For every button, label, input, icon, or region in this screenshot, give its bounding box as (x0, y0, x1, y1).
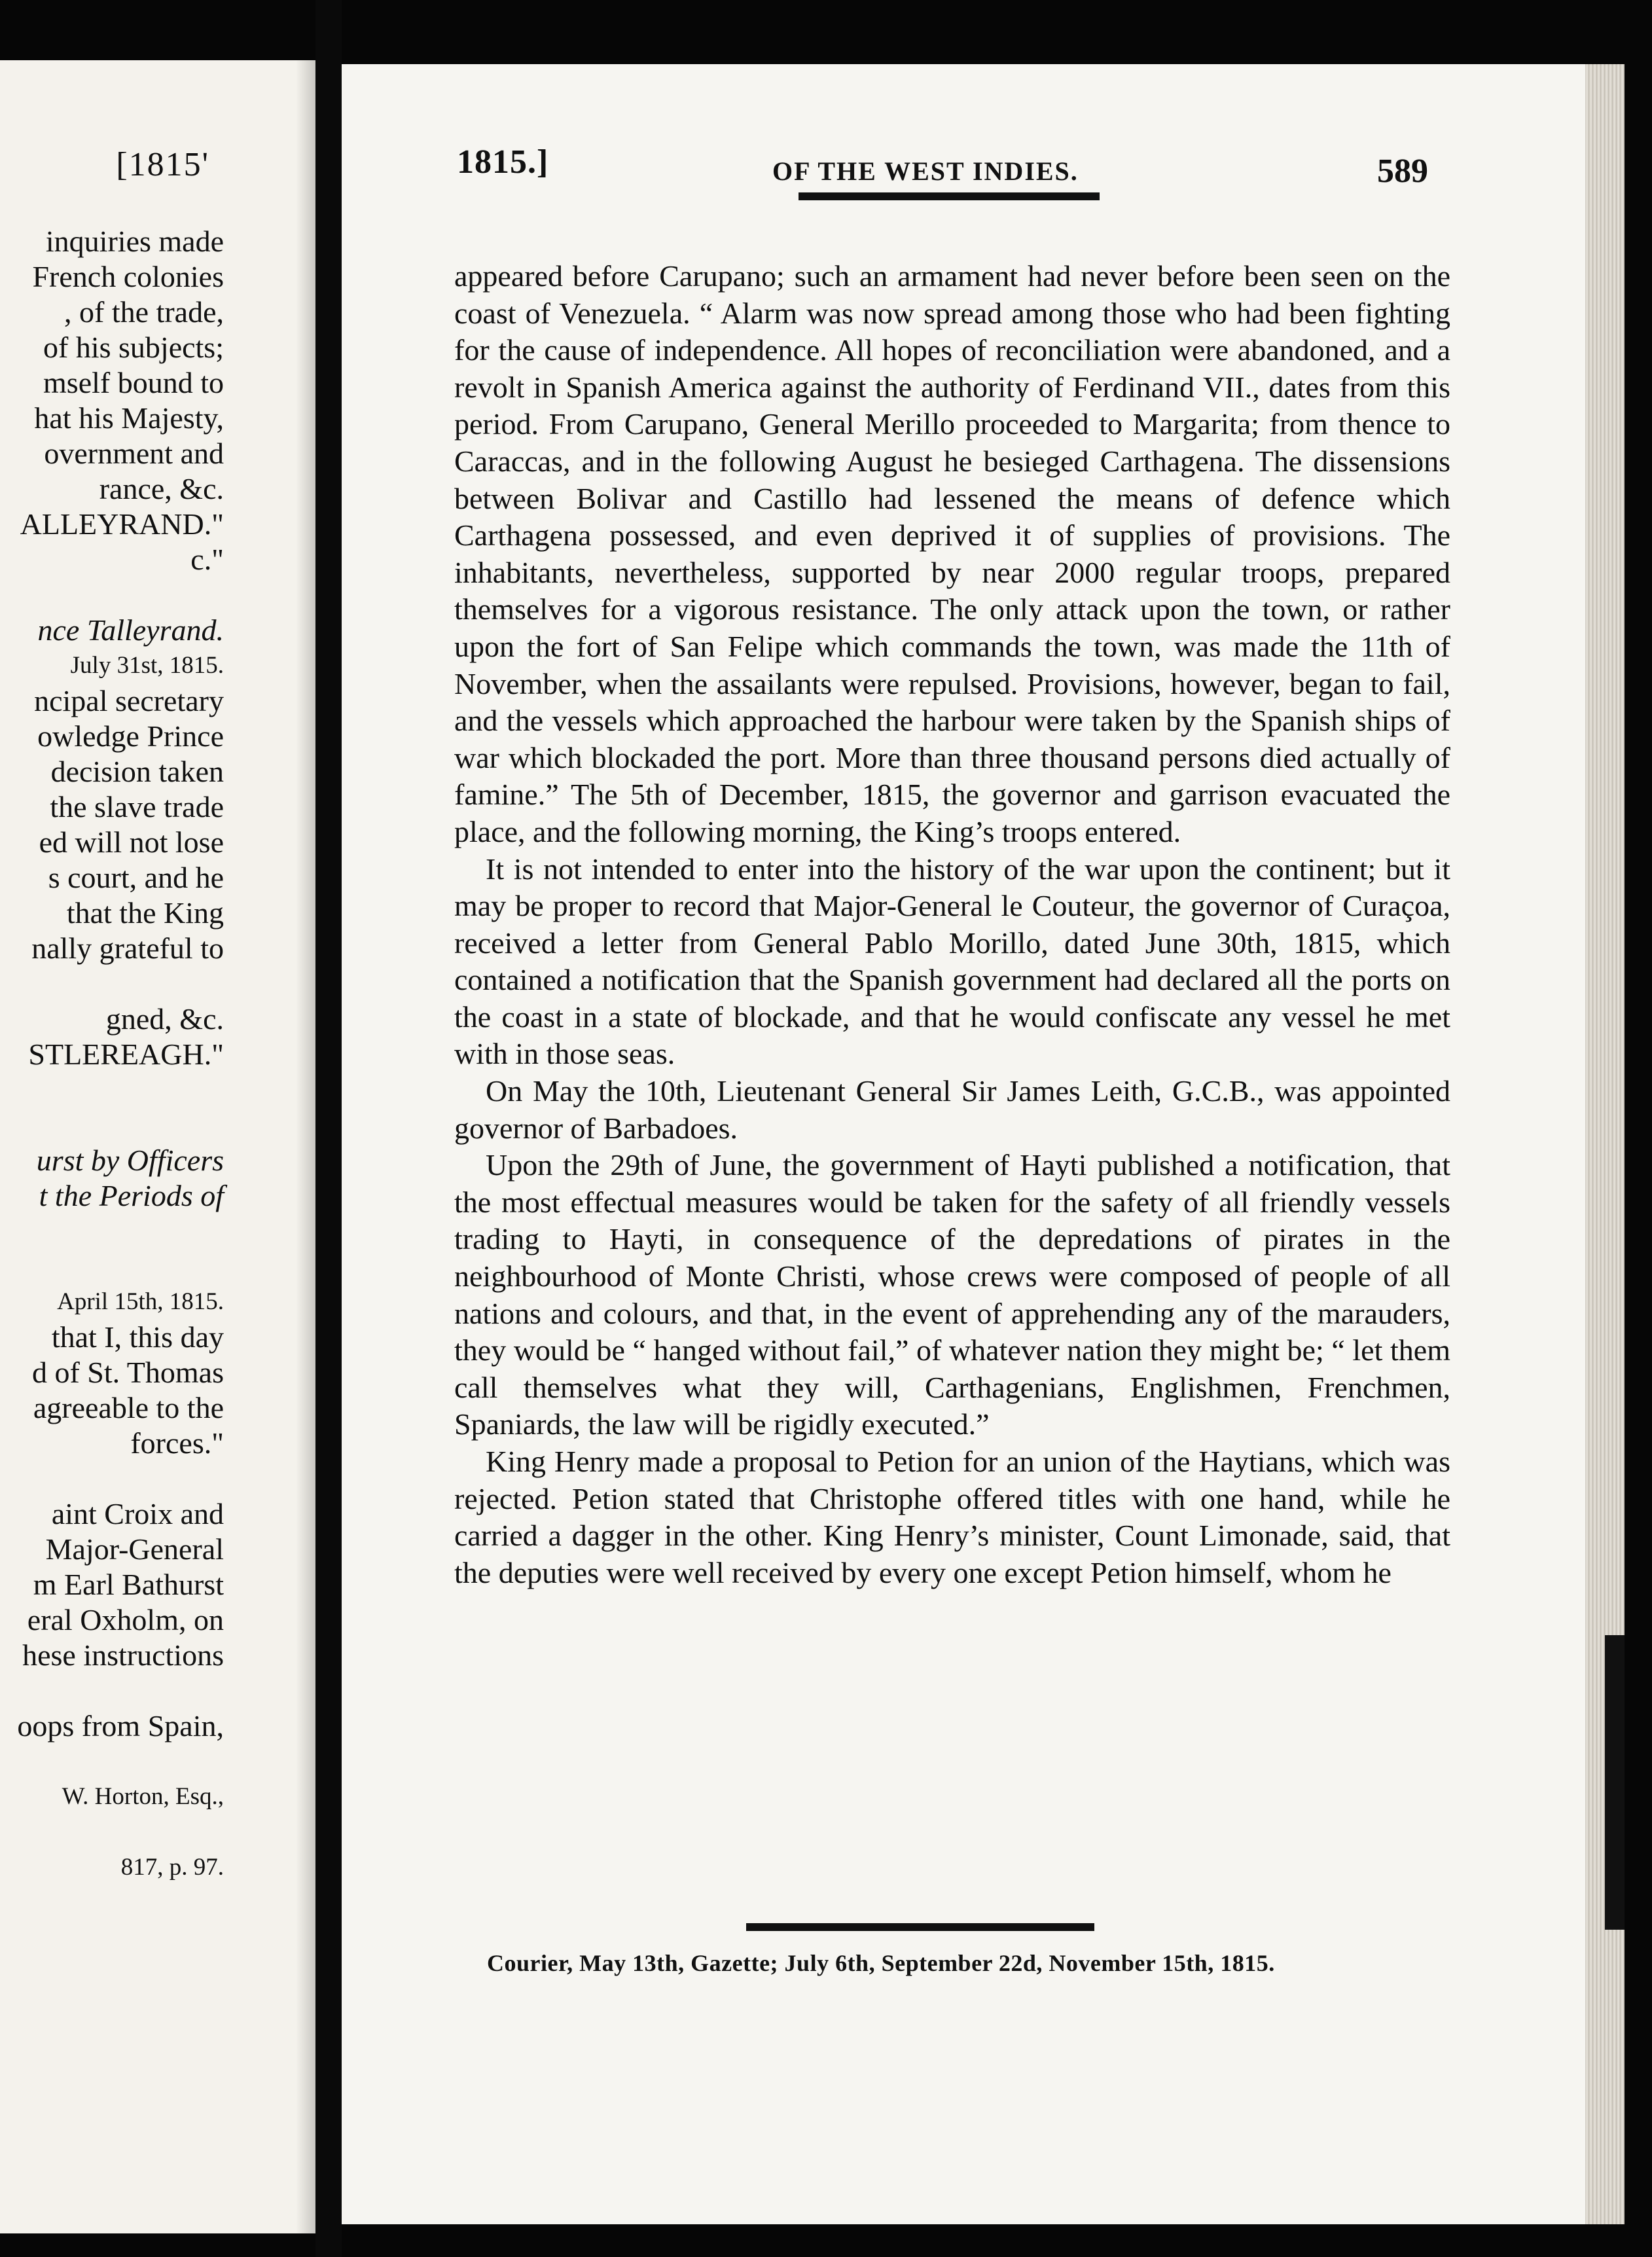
page-number: 589 (1377, 153, 1428, 190)
left-page-line: STLEREAGH." (28, 1038, 224, 1071)
left-page-line: urst by Officers (36, 1144, 224, 1177)
left-page-line (0, 577, 224, 613)
left-page-line: gned, &c. (105, 1002, 224, 1036)
left-page-line: overnment and (44, 437, 224, 470)
right-page (342, 64, 1585, 2224)
left-page-line: that I, this day (51, 1320, 224, 1354)
left-page-line (0, 1108, 224, 1143)
left-page-line (0, 1072, 224, 1108)
left-page-line: the slave trade (50, 790, 224, 823)
left-page-line: d of St. Thomas (31, 1356, 224, 1389)
paragraph: On May the 10th, Lieutenant General Sir James Leith, G.C.B., was appointed governor of Barbadoes. (454, 1074, 1450, 1145)
left-page-line: nce Talleyrand. (37, 613, 224, 647)
page-edges (1585, 64, 1625, 2224)
left-page-line: hese instructions (22, 1638, 224, 1672)
left-page-line: ncipal secretary (34, 684, 224, 717)
left-page-line: W. Horton, Esq., (62, 1783, 224, 1810)
left-page (0, 60, 315, 2233)
left-page-line: nally grateful to (31, 931, 224, 965)
left-page-line: hat his Majesty, (34, 401, 224, 435)
left-page-line: forces." (130, 1426, 224, 1460)
left-page-line: owledge Prince (37, 719, 224, 753)
left-page-text (0, 224, 224, 1885)
left-page-line: that the King (66, 896, 224, 930)
left-page-line: rance, &c. (99, 472, 224, 505)
footnote-rule (746, 1923, 1094, 1931)
footnote: Courier, May 13th, Gazette; July 6th, September 22d, November 15th, 1815. (487, 1950, 1275, 1976)
left-page-line (0, 1815, 224, 1850)
left-page-line: s court, and he (48, 861, 224, 894)
left-page-line: July 31st, 1815. (70, 652, 224, 679)
left-page-line: 817, p. 97. (120, 1854, 224, 1881)
header-rule (799, 192, 1100, 200)
left-page-line: eral Oxholm, on (27, 1603, 224, 1636)
left-page-line (0, 966, 224, 1002)
body-text (454, 258, 1450, 1591)
left-page-line: aint Croix and (51, 1497, 224, 1530)
left-page-line: t the Periods of (39, 1179, 224, 1212)
left-page-line (0, 1744, 224, 1779)
left-page-line: Major-General (45, 1532, 224, 1566)
left-page-line (0, 1249, 224, 1284)
left-page-line (0, 1214, 224, 1249)
book-gutter (315, 0, 342, 2257)
left-page-line: mself bound to (43, 366, 224, 399)
left-page-line: ALLEYRAND." (20, 507, 224, 541)
left-page-line: inquiries made (45, 225, 224, 258)
running-head-year: 1815.] (457, 143, 549, 181)
left-page-line: oops from Spain, (17, 1709, 224, 1742)
paragraph: King Henry made a proposal to Petion for an union of the Haytians, which was rejected. Petion stated that Christophe offered titles with one hand, while he carried a dagger in the other. King Henry’s minister, Count Limonade, said, that the deputies were well received by every one except Petion himself, whom he (454, 1445, 1450, 1589)
paragraph: It is not intended to enter into the history of the war upon the continent; but it may be proper to record that Major-General le Couteur, the governor of Curaçoa, received a letter from General Pablo Morillo, dated June 30th, 1815, which contained a notification that the Spanish government had declared all the ports on the coast in a state of blockade, and that he would confiscate any vessel he met with in those seas. (454, 852, 1450, 1071)
paragraph: Upon the 29th of June, the government of Hayti published a notification, that the most effectual measures would be taken for the safety of all friendly vessels trading to Hayti, in consequence of the depredations of pirates in the neighbourhood of Monte Christi, whose crews were composed of people of all nations and colours, and that, in the event of apprehending any of the marauders, they would be “ hanged without fail,” of whatever nation they might be; “ let them call themselves what they will, Carthagenians, Englishmen, Frenchmen, Spaniards, the law will be rigidly executed.” (454, 1148, 1450, 1441)
left-page-line: decision taken (50, 755, 224, 788)
left-page-line (0, 1461, 224, 1496)
left-page-line (0, 1673, 224, 1708)
running-head-title: OF THE WEST INDIES. (772, 156, 1079, 186)
left-page-line: French colonies (32, 260, 224, 293)
left-page-line: ed will not lose (39, 825, 224, 859)
left-running-head: [1815' (116, 146, 209, 183)
left-page-line: c." (190, 543, 224, 576)
left-page-line: m Earl Bathurst (33, 1568, 224, 1601)
left-page-line: agreeable to the (33, 1391, 224, 1424)
left-page-line: , of the trade, (64, 295, 224, 329)
left-page-line: of his subjects; (43, 331, 224, 364)
paragraph: appeared before Carupano; such an armament had never before been seen on the coast of Venezuela. “ Alarm was now spread among those who had been fighting for the cause of independence. All hopes of reconciliation were abandoned, and a revolt in Spanish America against the authority of Ferdinand VII., dates from this period. From Carupano, General Merillo proceeded to Margarita; from thence to Caraccas, and in the following August he besieged Carthagena. The dissensions between Bolivar and Castillo had lessened the means of defence which Carthagena possessed, and even deprived it of supplies of provisions. The inhabitants, nevertheless, supported by near 2000 regular troops, prepared themselves for a vigorous resistance. The only attack upon the town, or rather upon the fort of San Felipe which commands the town, was made the 11th of November, when the assailants were repulsed. Provisions, however, began to fail, and the vessels which approached the harbour were taken by the Spanish ships of war which blockaded the port. More than three thousand persons died actually of famine.” The 5th of December, 1815, the governor and garrison evacuated the place, and the following morning, the King’s troops entered. (454, 259, 1450, 848)
left-page-line: April 15th, 1815. (57, 1288, 224, 1315)
